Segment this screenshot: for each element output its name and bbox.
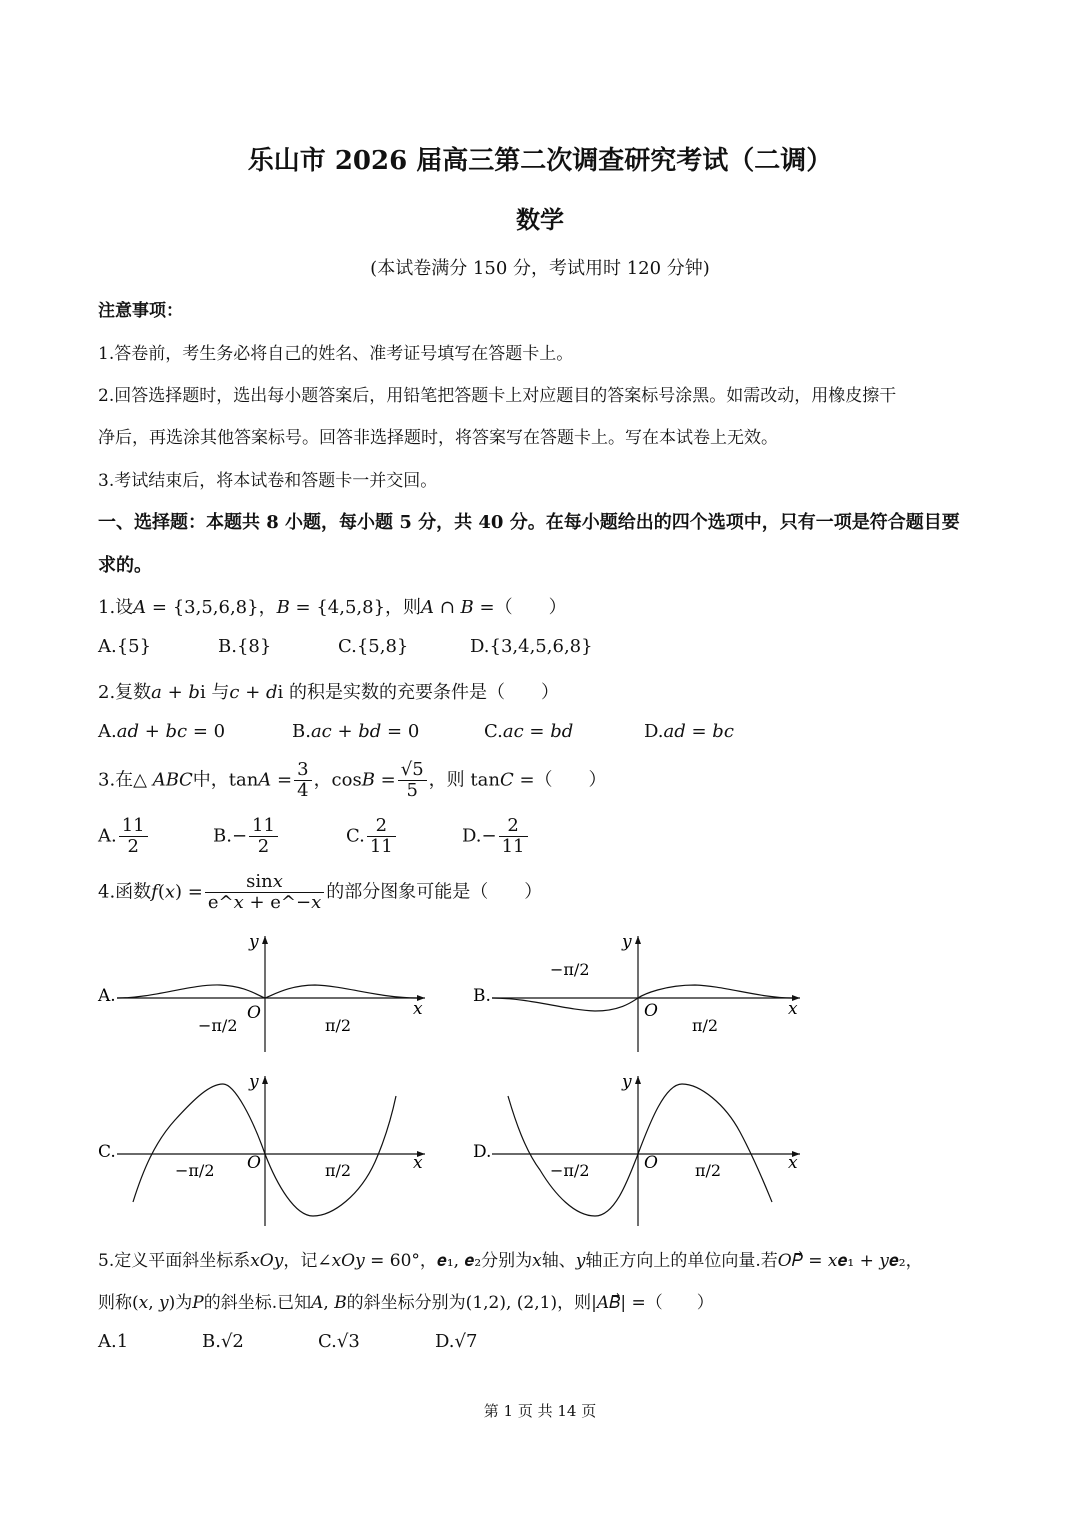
- q3-cosB-num: √5: [398, 760, 427, 781]
- q3-option-c-num: 2: [367, 816, 396, 837]
- graph-d-curve: [508, 1084, 772, 1216]
- graph-c-origin: O: [247, 1153, 261, 1173]
- graph-b-origin: O: [644, 1001, 658, 1021]
- graph-d: [470, 1070, 815, 1230]
- q3-option-b: [213, 816, 280, 857]
- q3-text-1: 3.在△ 𝐴𝐵𝐶中，tan𝐴 =: [98, 769, 293, 791]
- graph-d-x-label: x: [788, 1153, 798, 1173]
- graph-a: [95, 930, 440, 1055]
- graph-d-y-arrow: [635, 1076, 641, 1084]
- q3-option-a-den: 2: [127, 835, 139, 857]
- q3-text-2: ，cos𝐵 =: [313, 769, 396, 791]
- q1-option-d: D.{3,4,5,6,8}: [470, 636, 593, 657]
- q3-option-b-num: 11: [249, 816, 278, 837]
- q4-num: sin𝑥: [205, 872, 324, 893]
- notice-heading: 注意事项：: [98, 301, 183, 321]
- q1-option-c: C.{5,8}: [338, 636, 409, 657]
- q3-option-a-label: A.: [98, 825, 117, 847]
- q3-option-b-label: B.−: [213, 825, 248, 847]
- notice-item-2-cont: 净后，再选涂其他答案标号。回答非选择题时，将答案写在答题卡上。写在本试卷上无效。: [98, 428, 778, 448]
- question-3-stem: [98, 760, 607, 801]
- q5-option-a: A.1: [98, 1331, 129, 1352]
- q4-text-1: 4.函数𝑓(𝑥) =: [98, 881, 203, 903]
- q2-option-b: B.𝑎𝑐 + 𝑏𝑑 = 0: [292, 721, 420, 742]
- notice-item-1: 1.答卷前，考生务必将自己的姓名、准考证号填写在答题卡上。: [98, 344, 574, 364]
- graph-b: [470, 930, 815, 1055]
- section-heading: 一、选择题：本题共 8 小题，每小题 5 分，共 40 分。在每小题给出的四个选项中，只有一项是符合题目要: [98, 512, 960, 533]
- graph-c-tick-pos: π/2: [325, 1161, 352, 1180]
- subject-title: 数学: [516, 205, 564, 234]
- exam-note: (本试卷满分 150 分，考试用时 120 分钟): [370, 258, 710, 279]
- graph-c-label: C.: [98, 1142, 116, 1162]
- graph-b-x-label: x: [788, 999, 798, 1019]
- q3-tanA-fraction: [294, 760, 311, 801]
- q4-function-fraction: [205, 872, 324, 913]
- q3-tanA-num: 3: [294, 760, 311, 781]
- question-5-line-1: 5.定义平面斜坐标系𝑥𝑂𝑦，记∠𝑥𝑂𝑦 = 60°，𝒆₁, 𝒆₂分别为𝑥轴、𝑦轴正方向上的单位向量.若𝑂𝑃⃗ = 𝑥𝒆₁ + 𝑦𝒆₂，: [98, 1251, 923, 1271]
- question-2-stem: 2.复数𝑎 + 𝑏i 与𝑐 + 𝑑i 的积是实数的充要条件是（ ）: [98, 682, 560, 703]
- graph-a-y-label: y: [249, 932, 259, 952]
- notice-item-3: 3.考试结束后，将本试卷和答题卡一并交回。: [98, 471, 438, 491]
- q3-cosB-den: 5: [406, 779, 418, 801]
- question-4-stem: [98, 872, 542, 913]
- q3-cosB-fraction: [398, 760, 427, 801]
- q3-option-d: [462, 816, 530, 857]
- graph-d-origin: O: [644, 1153, 658, 1173]
- graph-c-tick-neg: −π/2: [175, 1161, 215, 1180]
- graph-a-y-arrow: [262, 936, 268, 944]
- graph-b-label: B.: [473, 986, 491, 1006]
- graph-d-tick-neg: −π/2: [550, 1161, 590, 1180]
- q3-text-3: ，则 tan𝐶 =（ ）: [428, 769, 607, 791]
- q2-option-d: D.𝑎𝑑 = 𝑏𝑐: [644, 721, 734, 742]
- q4-text-2: 的部分图象可能是（ ）: [326, 881, 543, 903]
- q3-option-d-den: 11: [501, 835, 525, 857]
- graph-c-y-arrow: [262, 1076, 268, 1084]
- graph-c-x-label: x: [413, 1153, 423, 1173]
- q3-tanA-den: 4: [297, 779, 309, 801]
- graph-a-tick-pos: π/2: [325, 1016, 352, 1035]
- graph-c: [95, 1070, 440, 1230]
- q3-option-a-num: 11: [119, 816, 148, 837]
- q3-option-a: [98, 816, 150, 857]
- q3-option-b-den: 2: [257, 835, 270, 857]
- graph-a-x-label: x: [413, 999, 423, 1019]
- q3-option-c-den: 11: [369, 835, 393, 857]
- q3-option-d-label: D.−: [462, 825, 497, 847]
- notice-item-2: 2.回答选择题时，选出每小题答案后，用铅笔把答题卡上对应题目的答案标号涂黑。如需改动，用橡皮擦干: [98, 386, 897, 406]
- graph-a-label: A.: [98, 986, 116, 1006]
- section-heading-cont: 求的。: [98, 555, 152, 576]
- question-1-stem: 1.设𝐴 = {3,5,6,8}，𝐵 = {4,5,8}，则𝐴 ∩ 𝐵 =（ ）: [98, 597, 567, 618]
- graph-d-label: D.: [473, 1142, 492, 1162]
- graph-a-tick-neg: −π/2: [198, 1016, 238, 1035]
- q5-option-b: B.√2: [202, 1331, 244, 1352]
- q1-option-a: A.{5}: [98, 636, 152, 657]
- q4-den: e^𝑥 + e^−𝑥: [207, 891, 322, 913]
- graph-b-y-arrow: [635, 936, 641, 944]
- page-footer: 第 1 页 共 14 页: [483, 1402, 597, 1420]
- q3-option-c: [346, 816, 398, 857]
- q1-option-b: B.{8}: [218, 636, 272, 657]
- question-5-line-2: 则称(𝑥, 𝑦)为𝑃的斜坐标.已知𝐴, 𝐵的斜坐标分别为(1,2), (2,1)，则|𝐴𝐵⃗| =（ ）: [98, 1293, 714, 1313]
- graph-b-tick-neg: −π/2: [550, 960, 590, 979]
- q2-option-c: C.𝑎𝑐 = 𝑏𝑑: [484, 721, 574, 742]
- graph-d-y-label: y: [622, 1072, 632, 1092]
- graph-b-tick-pos: π/2: [692, 1016, 719, 1035]
- exam-title: 乐山市 2026 届高三第二次调查研究考试（二调）: [247, 146, 833, 176]
- graph-a-curve: [117, 985, 417, 998]
- graph-a-origin: O: [247, 1003, 261, 1023]
- graph-d-tick-pos: π/2: [695, 1161, 722, 1180]
- graph-c-y-label: y: [249, 1072, 259, 1092]
- graph-b-y-label: y: [622, 932, 632, 952]
- q2-option-a: A.𝑎𝑑 + 𝑏𝑐 = 0: [98, 721, 226, 742]
- q3-option-d-num: 2: [499, 816, 528, 837]
- q3-option-c-label: C.: [346, 825, 365, 847]
- q5-option-c: C.√3: [318, 1331, 360, 1352]
- q5-option-d: D.√7: [435, 1331, 478, 1352]
